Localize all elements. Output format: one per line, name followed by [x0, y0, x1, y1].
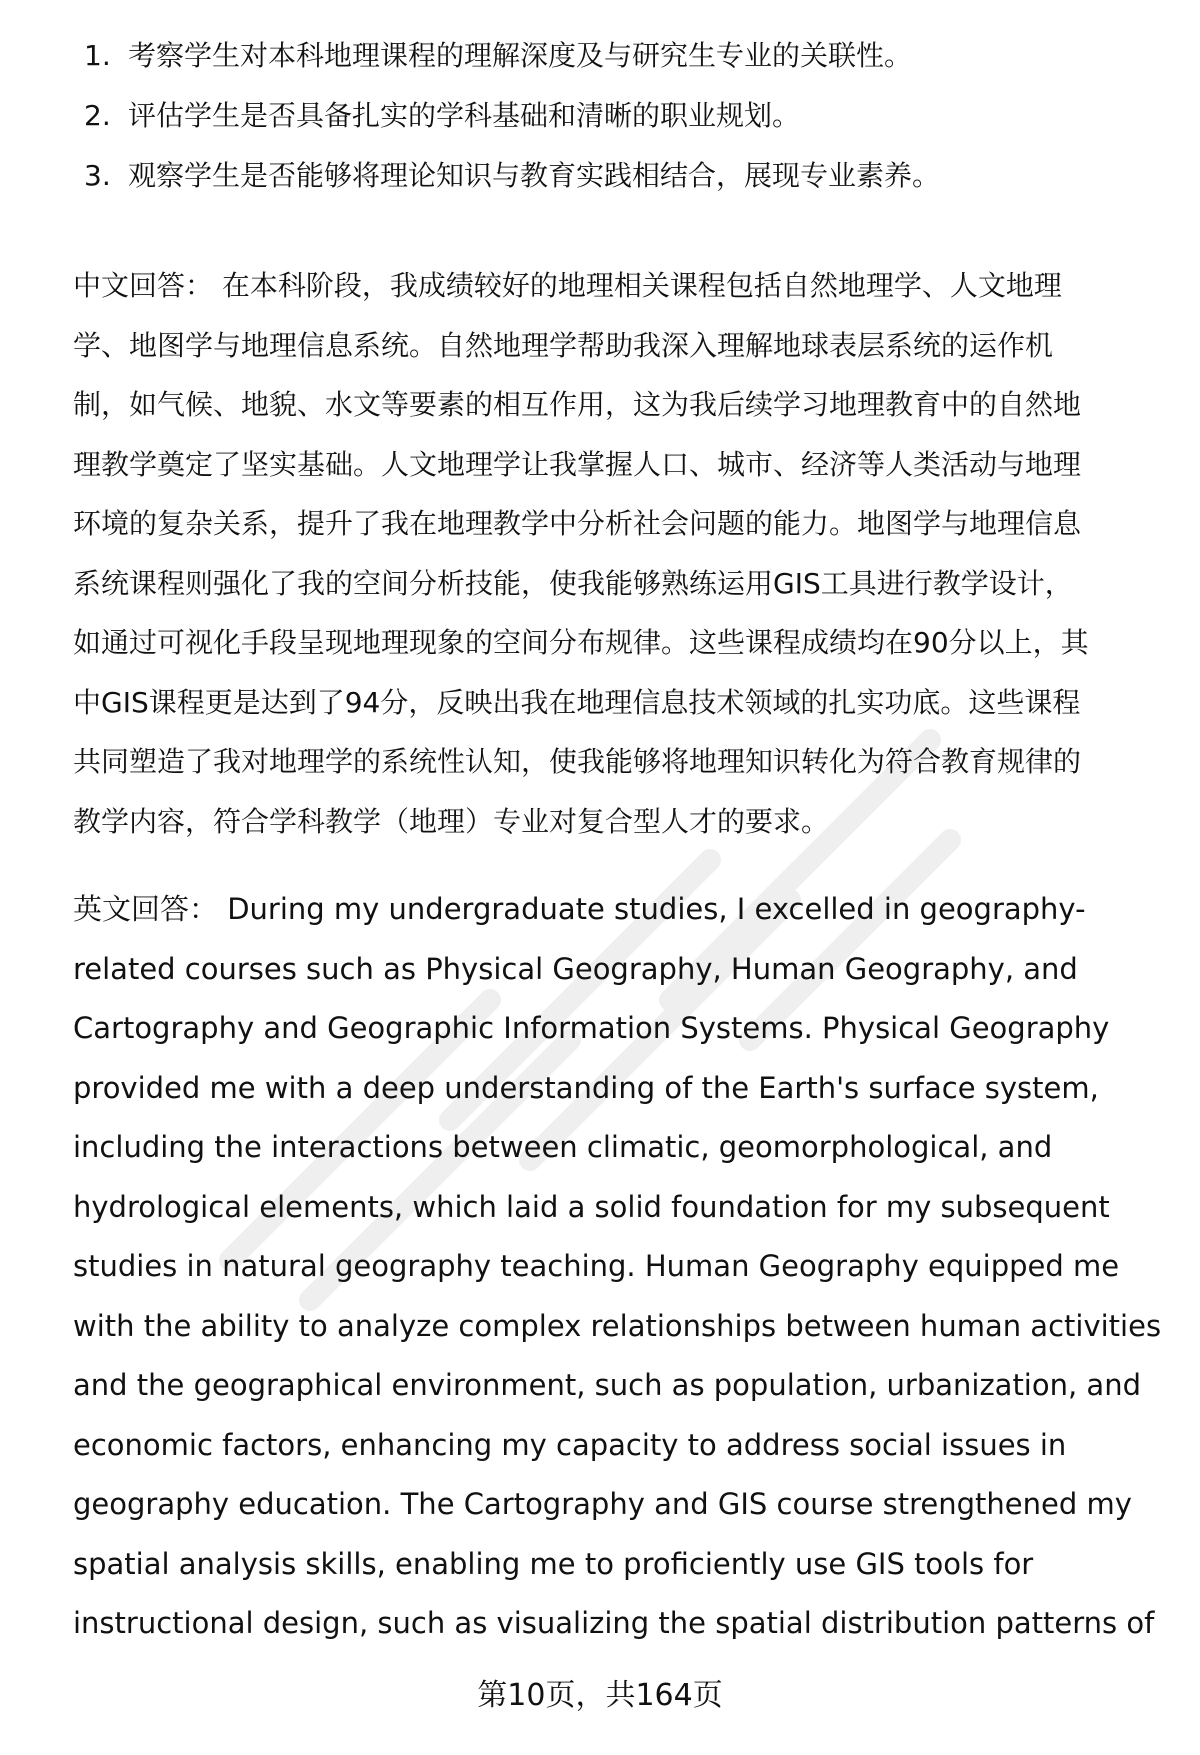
- text-line: 学、地图学与地理信息系统。自然地理学帮助我深入理解地球表层系统的运作机: [73, 328, 1054, 362]
- text-line: 英文回答： During my undergraduate studies, I excelled in geography-: [73, 892, 1086, 926]
- text-line: spatial analysis skills, enabling me to proficiently use GIS tools for: [73, 1546, 1034, 1581]
- text-line: geography education. The Cartography and GIS course strengthened my: [73, 1487, 1132, 1521]
- text-line: 制，如气候、地貌、水文等要素的相互作用，这为我后续学习地理教育中的自然地: [73, 388, 1082, 421]
- text-line: 如通过可视化手段呈现地理现象的空间分布规律。这些课程成绩均在90分以上，其: [73, 626, 1089, 659]
- text-line: and the geographical environment, such as population, urbanization, and: [73, 1368, 1141, 1402]
- text-line: 教学内容，符合学科教学（地理）专业对复合型人才的要求。: [73, 804, 830, 838]
- list-item: 1. 考察学生对本科地理课程的理解深度及与研究生专业的关联性。: [84, 39, 913, 72]
- text-line: economic factors, enhancing my capacity to address social issues in: [73, 1427, 1067, 1462]
- criteria-list: [84, 26, 940, 206]
- text-line: 理教学奠定了坚实基础。人文地理学让我掌握人口、城市、经济等人类活动与地理: [73, 447, 1082, 481]
- list-item: 3. 观察学生是否能够将理论知识与教育实践相结合，展现专业素养。: [84, 159, 941, 192]
- text-line: 环境的复杂关系，提升了我在地理教学中分析社会问题的能力。地图学与地理信息: [73, 507, 1082, 540]
- list-item: 2. 评估学生是否具备扎实的学科基础和清晰的职业规划。: [84, 99, 801, 132]
- text-line: hydrological elements, which laid a solid foundation for my subsequent: [73, 1189, 1110, 1224]
- text-line: studies in natural geography teaching. Human Geography equipped me: [73, 1249, 1120, 1283]
- text-line: 中GIS课程更是达到了94分，反映出我在地理信息技术领域的扎实功底。这些课程: [73, 685, 1081, 719]
- text-line: 系统课程则强化了我的空间分析技能，使我能够熟练运用GIS工具进行教学设计，: [73, 566, 1073, 600]
- text-line: related courses such as Physical Geography, Human Geography, and: [73, 951, 1078, 986]
- text-line: instructional design, such as visualizing the spatial distribution patterns of: [73, 1606, 1155, 1640]
- text-line: including the interactions between climatic, geomorphological, and: [73, 1130, 1053, 1164]
- text-line: 共同塑造了我对地理学的系统性认知，使我能够将地理知识转化为符合教育规律的: [73, 745, 1082, 778]
- text-line: with the ability to analyze complex relationships between human activities: [73, 1308, 1162, 1343]
- english-answer: [73, 880, 1162, 1654]
- text-line: Cartography and Geographic Information Systems. Physical Geography: [73, 1011, 1110, 1045]
- text-line: 中文回答： 在本科阶段，我成绩较好的地理相关课程包括自然地理学、人文地理: [73, 269, 1062, 302]
- chinese-answer: [73, 256, 1153, 851]
- page-number: 第10页，共164页: [477, 1678, 723, 1713]
- text-line: provided me with a deep understanding of the Earth's surface system,: [73, 1070, 1099, 1105]
